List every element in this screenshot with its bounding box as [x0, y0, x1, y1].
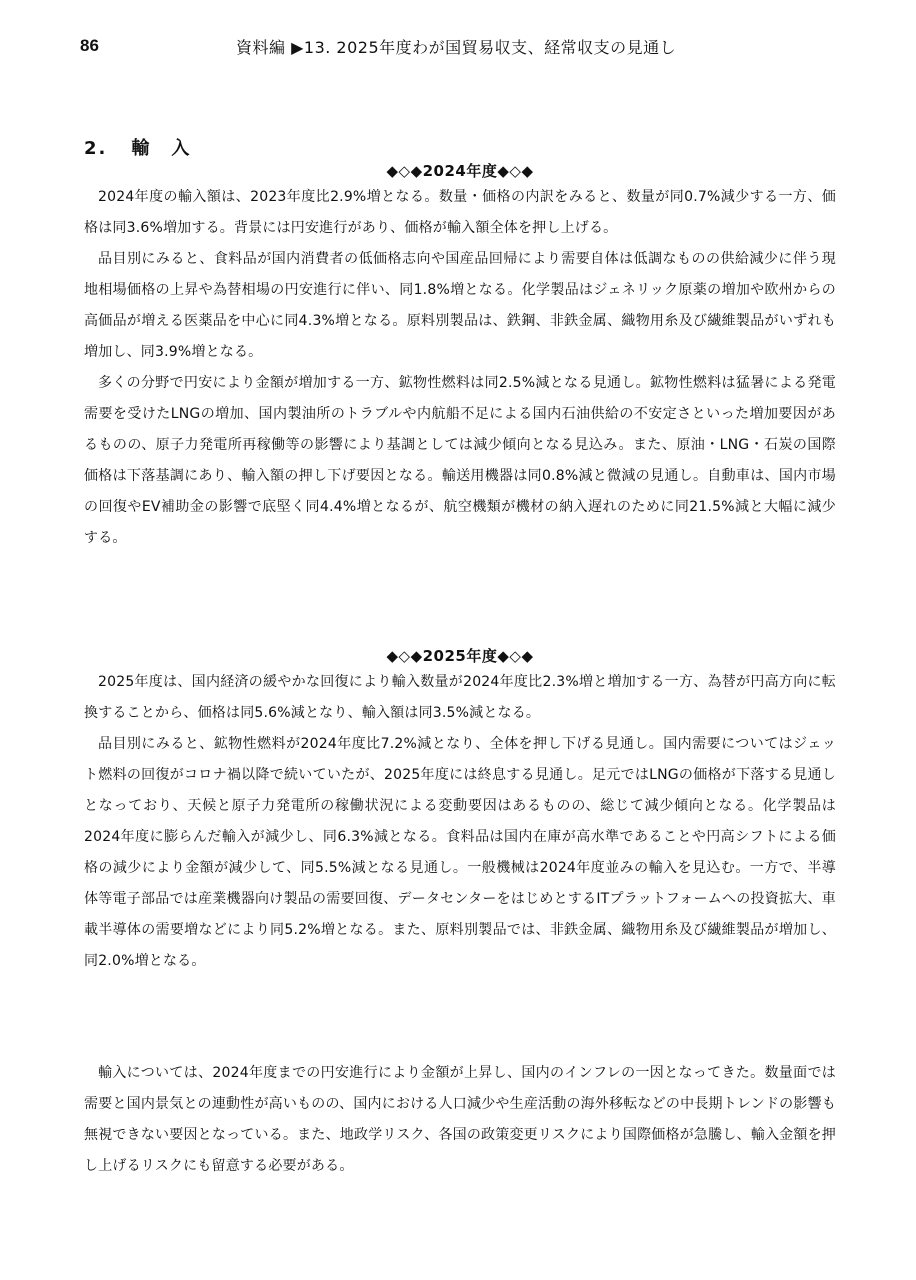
- page-number: 86: [80, 36, 99, 55]
- section-title-text: 輸 入: [131, 138, 192, 159]
- running-header: 資料編 ▶13. 2025年度わが国貿易収支、経常収支の見通し: [236, 38, 677, 57]
- fy2025-section: [84, 645, 836, 977]
- summary-paragraph: 輸入については、2024年度までの円安進行により金額が上昇し、国内のインフレの一因となってきた。数量面では需要と国内景気との連動性が高いものの、国内における人口減少や生産活動の海外移転などの中長期トレンドの影響も無視できない要因となっている。また、地政学リスク、各国の政策変更リスクにより国際価格が急騰し、輸入金額を押し上げるリスクにも留意する必要がある。: [84, 1065, 836, 1174]
- section-title: [84, 134, 191, 160]
- section-number: 2.: [84, 138, 108, 159]
- fy2024-paragraph-1: 2024年度の輸入額は、2023年度比2.9%増となる。数量・価格の内訳をみると、数量が同0.7%減少する一方、価格は同3.6%増加する。背景には円安進行があり、価格が輸入額全体を押し上げる。: [84, 189, 836, 236]
- fy2024-paragraph-2: 品目別にみると、食料品が国内消費者の低価格志向や国産品回帰により需要自体は低調なものの供給減少に伴う現地相場価格の上昇や為替相場の円安進行に伴い、同1.8%増となる。化学製品はジェネリック原薬の増加や欧州からの高価品が増える医薬品を中心に同4.3%増となる。原料別製品は、鉄鋼、非鉄金属、織物用糸及び繊維製品がいずれも増加し、同3.9%増となる。: [84, 251, 836, 360]
- fy2024-paragraph-3: 多くの分野で円安により金額が増加する一方、鉱物性燃料は同2.5%減となる見通し。鉱物性燃料は猛暑による発電需要を受けたLNGの増加、国内製油所のトラブルや内航船不足による国内石油供給の不安定さといった増加要因があるものの、原子力発電所再稼働等の影響により基調としては減少傾向となる見込み。また、原油・LNG・石炭の国際価格は下落基調にあり、輸入額の押し下げ要因となる。輸送用機器は同0.8%減と微減の見通し。自動車は、国内市場の回復やEV補助金の影響で底堅く同4.4%増となるが、航空機類が機材の納入遅れのために同21.5%減と大幅に減少する。: [84, 375, 836, 546]
- fy2025-paragraph-2: 品目別にみると、鉱物性燃料が2024年度比7.2%減となり、全体を押し下げる見通し。国内需要についてはジェット燃料の回復がコロナ禍以降で続いていたが、2025年度には終息する見通し。足元ではLNGの価格が下落する見通しとなっており、天候と原子力発電所の稼働状況による変動要因はあるものの、総じて減少傾向となる。化学製品は2024年度に膨らんだ輸入が減少し、同6.3%減となる。食料品は国内在庫が高水準であることや円高シフトによる価格の減少により金額が減少して、同5.5%減となる見通し。一般機械は2024年度並みの輸入を見込む。一方で、半導体等電子部品では産業機器向け製品の需要回復、データセンターをはじめとするITプラットフォームへの投資拡大、車載半導体の需要増などにより同5.2%増となる。また、原料別製品では、非鉄金属、織物用糸及び繊維製品が増加し、同2.0%増となる。: [84, 736, 836, 969]
- fy2024-heading: ◆◇◆2024年度◆◇◆: [386, 162, 534, 180]
- fy2025-paragraph-1: 2025年度は、国内経済の緩やかな回復により輸入数量が2024年度比2.3%増と増加する一方、為替が円高方向に転換することから、価格は同5.6%減となり、輸入額は同3.5%減となる。: [84, 674, 836, 721]
- fy2025-heading: ◆◇◆2025年度◆◇◆: [386, 647, 534, 665]
- fy2024-section: [84, 160, 836, 554]
- summary-section: [84, 1058, 836, 1182]
